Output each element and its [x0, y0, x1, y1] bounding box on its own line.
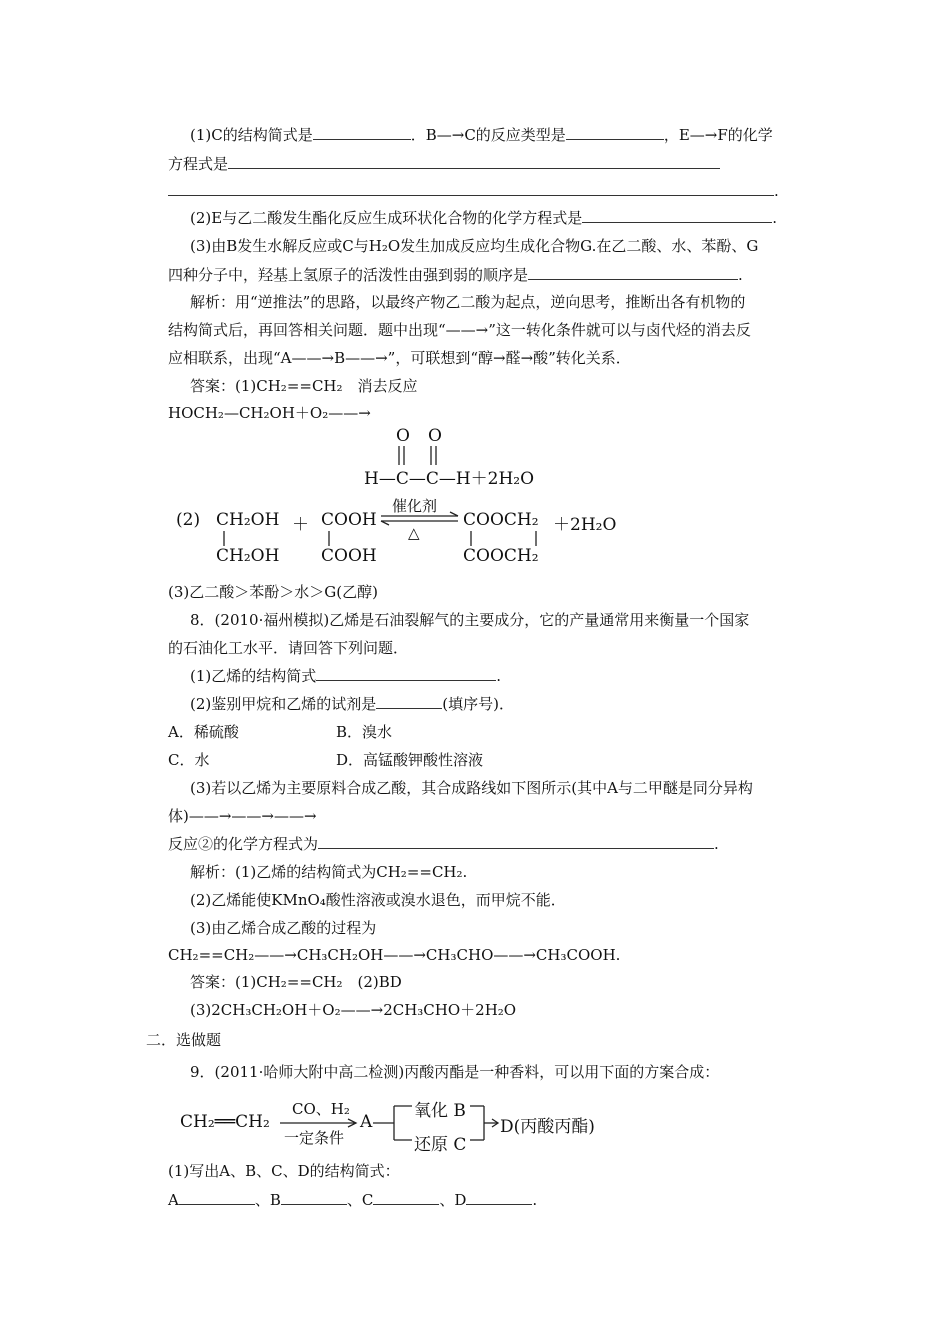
q8-analysis-1: 解析：(1)乙烯的结构简式为CH₂==CH₂. — [190, 863, 468, 881]
catalyst-label: 催化剂 — [392, 497, 438, 515]
q8-option-b: B．溴水 — [336, 723, 393, 741]
text: . — [738, 266, 743, 284]
text: . — [532, 1191, 538, 1209]
text: (1)乙烯的结构简式 — [190, 667, 317, 685]
text: 、D — [439, 1191, 467, 1209]
scheme-branch-c: 还原 C — [414, 1135, 467, 1155]
q8-stem-2: 的石油化工水平．请回答下列问题． — [168, 639, 409, 657]
ester-reactant-1: CH₂OH — [216, 510, 280, 530]
q8-option-c: C．水 — [168, 751, 210, 769]
text: 方程式是 — [168, 155, 229, 173]
glyoxal-oxygen-1: O — [396, 426, 410, 446]
ester-label: (2) — [176, 510, 201, 530]
text: . — [772, 209, 777, 227]
q9-part1: (1)写出A、B、C、D的结构简式： — [168, 1162, 400, 1180]
text: (2)E与乙二酸发生酯化反应生成环状化合物的化学方程式是 — [190, 209, 583, 227]
ester-plus: ＋ — [292, 515, 309, 535]
text: 、C — [346, 1191, 374, 1209]
q7-analysis-3: 应相联系，出现“A——→B——→”，可联想到“醇→醛→酸”转化关系． — [168, 349, 631, 367]
text: (填序号)． — [442, 695, 514, 713]
q8-analysis-2: (2)乙烯能使KMnO₄酸性溶液或溴水退色，而甲烷不能． — [190, 891, 566, 909]
text: ．B—→C的反应类型是 — [410, 126, 566, 144]
ester-product: COOCH₂ — [463, 510, 539, 530]
q8-part3-2: 体)——→——→——→ — [168, 807, 317, 825]
ester-reactant-2-bottom: COOH — [321, 546, 377, 566]
q7-answer-2: HOCH₂—CH₂OH＋O₂——→ — [168, 404, 371, 422]
scheme-compound-a: A — [360, 1112, 373, 1132]
q7-analysis-1: 解析：用“逆推法”的思路，以最终产物乙二酸为起点，逆向思考，推断出各有机物的 — [190, 293, 746, 311]
q7-answer-3: (3)乙二酸＞苯酚＞水＞G(乙醇) — [168, 583, 378, 601]
scheme-ethylene: CH₂══CH₂ — [180, 1112, 270, 1132]
text: . — [774, 182, 779, 200]
heat-label: △ — [408, 524, 420, 542]
section-heading: 二．选做题 — [146, 1031, 222, 1049]
q7-analysis-2: 结构简式后，再回答相关问题．题中出现“——→”这一转化条件就可以与卤代烃的消去反 — [168, 321, 751, 339]
q8-stem-1: 8．(2010·福州模拟)乙烯是石油裂解气的主要成分，它的产量通常用来衡量一个国家 — [190, 611, 750, 629]
q8-analysis-4: CH₂==CH₂——→CH₃CH₂OH——→CH₃CHO——→CH₃COOH. — [168, 946, 621, 964]
q7-part3-line1: (3)由B发生水解反应或C与H₂O发生加成反应均生成化合物G.在乙二酸、水、苯酚、G — [190, 237, 759, 255]
ester-product-bottom: COOCH₂ — [463, 546, 539, 566]
q7-answer-1: 答案：(1)CH₂==CH₂ 消去反应 — [190, 377, 418, 395]
q8-answer-2: (3)2CH₃CH₂OH＋O₂——→2CH₃CHO＋2H₂O — [190, 1001, 517, 1019]
scheme-reagent: CO、H₂ — [292, 1100, 350, 1118]
ester-reactant-2: COOH — [321, 510, 377, 530]
glyoxal-formula: H—C—C—H＋2H₂O — [364, 469, 535, 489]
text: . — [496, 667, 502, 685]
text: ，E—→F的化学 — [663, 126, 773, 144]
q9-stem: 9．(2011·哈师大附中高二检测)丙酸丙酯是一种香料，可以用下面的方案合成： — [190, 1063, 720, 1081]
text: A — [168, 1191, 179, 1209]
glyoxal-oxygen-2: O — [428, 426, 442, 446]
scheme-branch-b: 氧化 B — [414, 1101, 466, 1121]
text: . — [714, 835, 719, 853]
scheme-product-d: D(丙酸丙酯) — [500, 1117, 595, 1137]
q8-analysis-3: (3)由乙烯合成乙酸的过程为 — [190, 919, 377, 937]
q8-answer-1: 答案：(1)CH₂==CH₂ (2)BD — [190, 973, 402, 991]
text: (2)鉴别甲烷和乙烯的试剂是 — [190, 695, 377, 713]
scheme-condition: 一定条件 — [284, 1129, 345, 1147]
water-product: ＋2H₂O — [553, 515, 617, 535]
text: (1)C的结构简式是 — [190, 126, 313, 144]
text: 四种分子中，羟基上氢原子的活泼性由强到弱的顺序是 — [168, 266, 529, 284]
text: 、B — [254, 1191, 281, 1209]
q8-option-a: A．稀硫酸 — [168, 723, 239, 741]
q8-option-d: D．高锰酸钾酸性溶液 — [336, 751, 484, 769]
q8-part3-1: (3)若以乙烯为主要原料合成乙酸，其合成路线如下图所示(其中A与二甲醚是同分异构 — [190, 779, 753, 797]
ester-reactant-1-bottom: CH₂OH — [216, 546, 280, 566]
text: 反应②的化学方程式为 — [168, 835, 319, 853]
